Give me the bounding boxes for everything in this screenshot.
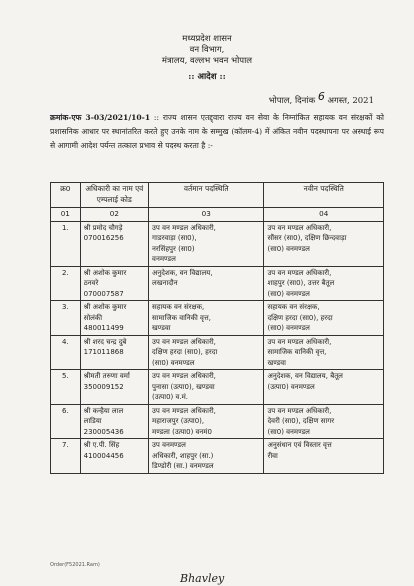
row-current-posting [149,370,264,405]
row-new-posting [264,370,384,405]
row-current-posting-line: वनमण्डल [152,255,176,263]
row-serial: 7. [51,439,81,474]
row-new-posting-line: (उत्पा0) वनमण्डल [267,382,315,391]
header-order-title: :: आदेश :: [188,72,226,82]
row-officer-line: 230005436 [83,427,124,436]
col-number: 02 [80,208,148,222]
row-new-posting-line: सामाजिक वानिकी वृत्त, [267,348,327,356]
row-new-posting-line: रीवा [267,451,278,460]
row-current-posting-line: (सा0) वनमण्डल [152,358,195,367]
dateline [268,90,374,106]
header-state: मध्यप्रदेश शासन [182,34,232,44]
row-new-posting [264,439,384,474]
signature: Bhavley [180,572,225,585]
table-row [51,439,384,474]
transfer-table [50,182,384,474]
row-officer-line: 480011499 [83,324,124,332]
row-current-posting [149,221,264,266]
row-officer-line: श्रीमती तरुणा वर्मा [83,372,130,380]
row-officer [80,335,148,370]
row-officer-line: श्री ए.पी. सिंह [83,441,120,449]
footer-file-code: Order(F52021.Ram) [50,562,100,568]
row-current-posting-line: अधिकारी, शाहपुर (सा.) [152,451,214,460]
row-officer-line: 350009152 [83,382,124,391]
table-header-row [51,183,384,208]
row-officer-line: 410004456 [83,451,124,460]
row-officer-line: 070007587 [83,289,124,298]
row-serial: 4. [51,335,81,370]
header-department: वन विभाग, [189,45,225,55]
col-number: 04 [264,208,384,222]
row-current-posting-line: उप वन मण्डल अधिकारी, [152,337,216,346]
row-current-posting-line: उप वन मण्डल अधिकारी, [152,406,216,415]
row-new-posting-line: खण्डवा [267,358,286,367]
row-current-posting-line: उप वन मण्डल अधिकारी, [152,372,216,380]
row-officer-line: श्री प्रमोद चौगड़े [83,223,123,232]
row-current-posting-line: अनुदेशक, वन विद्यालय, [152,268,213,277]
row-current-posting [149,266,264,301]
row-new-posting-line: उप वन मण्डल अधिकारी, [267,406,332,415]
row-serial: 2. [51,266,81,301]
row-new-posting-line: दक्षिण हरदा (सा0), हरदा [267,313,333,322]
table-row [51,266,384,301]
table-row [51,370,384,405]
header-name: अधिकारी का नाम एवं एम्पलाई कोड [80,183,148,208]
row-new-posting [264,221,384,266]
row-officer [80,301,148,336]
dateline-prefix: भोपाल, दिनांक [268,96,316,106]
row-new-posting-line: उप वन मण्डल अधिकारी, [267,223,332,232]
row-new-posting-line: अनुसंधान एवं विस्तार वृत्त [267,441,332,449]
row-new-posting-line: शाहपुर (सा0), उत्तर बैतूल [267,279,335,287]
row-new-posting-line: उप वन मण्डल अधिकारी, [267,268,332,277]
row-new-posting-line: देवरी (सा0), दक्षिण सागर [267,417,335,425]
row-new-posting [264,335,384,370]
row-current-posting-line: गाडरवाड़ा (सा0), [152,234,197,242]
row-officer-line: श्री कन्हैया लाल [83,406,124,415]
row-officer-line: श्री अशोक कुमार [83,303,127,311]
row-current-posting-line: मण्डला (उत्पा0) वनमं0 [152,427,212,436]
row-new-posting-line: (सा0) वनमण्डल [267,324,310,332]
row-officer [80,266,148,301]
row-new-posting-line: उप वन मण्डल अधिकारी, [267,337,332,346]
dateline-day: 6 [317,90,325,103]
row-new-posting [264,404,384,439]
header-sn: क्र0 [51,183,81,208]
row-new-posting-line: (सा0) वनमण्डल [267,427,310,436]
table-row [51,221,384,266]
row-current-posting-line: सहायक वन संरक्षक, [152,303,205,311]
row-current-posting [149,439,264,474]
row-new-posting [264,266,384,301]
row-new-posting-line: (सा0) वनमण्डल [267,289,310,298]
row-serial: 6. [51,404,81,439]
row-officer-line: ठनवरे [83,279,99,287]
row-new-posting [264,301,384,336]
row-officer [80,404,148,439]
row-current-posting-line: सामाजिक वानिकी वृत्त, [152,313,211,322]
row-current-posting [149,301,264,336]
row-officer [80,221,148,266]
row-current-posting [149,335,264,370]
row-officer-line: 070016256 [83,234,124,242]
row-new-posting-line: अनुदेशक, वन विद्यालय, बैतूल [267,372,343,380]
row-new-posting-line: सौंसर (सा0), दक्षिण छिन्दवाड़ा [267,234,347,242]
row-current-posting-line: (उत्पा0) व.मं. [152,393,189,401]
row-current-posting-line: पुनासा (उत्पा0), खण्डवा [152,382,215,391]
column-number-row [51,208,384,222]
row-current-posting-line: नरसिंहपुर (सा0) [152,244,195,253]
row-officer [80,439,148,474]
row-current-posting [149,404,264,439]
header-new: नवीन पदस्थिति [264,183,384,208]
row-new-posting-line: (सा0) वनमण्डल [267,244,310,253]
col-number: 01 [51,208,81,222]
header-ministry: मंत्रालय, वल्लभ भवन भोपाल [161,56,253,66]
order-number: क्रमांक-एफ 3-03/2021/10-1 [50,113,151,122]
col-number: 03 [149,208,264,222]
dateline-suffix: अगस्त, 2021 [327,96,374,106]
row-serial: 1. [51,221,81,266]
row-new-posting-line: सहायक वन संरक्षक, [267,303,320,311]
row-officer-line: श्री अशोक कुमार [83,268,127,277]
order-paragraph [50,111,384,153]
row-officer-line: 171011868 [83,348,124,356]
row-serial: 3. [51,301,81,336]
table-row [51,404,384,439]
table-row [51,335,384,370]
row-officer [80,370,148,405]
row-officer-line: सोलंकी [83,313,103,322]
row-current-posting-line: महाराजपुर (उत्पा0), [152,417,205,425]
row-current-posting-line: उप वन मण्डल अधिकारी, [152,223,216,232]
row-officer-line: लाडिया [83,417,102,425]
row-current-posting-line: लखनादौन [152,279,178,287]
row-serial: 5. [51,370,81,405]
row-current-posting-line: उप वनमण्डल [152,441,186,449]
row-current-posting-line: दक्षिण हरदा (सा0), हरदा [152,348,218,356]
row-current-posting-line: डिण्डोरी (सा.) वनमण्डल [152,462,214,470]
table-row [51,301,384,336]
order-body: :: राज्य शासन एतद्द्वारा राज्य वन सेवा के निम्नांकित सहायक वन संरक्षकों को प्रशासनिक आधार पर स्थानांतरित करते हुए उनके नाम के सम्मुख (कॉलम-4) में अंकित नवीन पदस्थापना पर अस्थाई रूप से आगामी आदेश पर्यन्त तत्काल प्रभाव से पदस्थ करता है :- [50,113,384,150]
row-officer-line: श्री शरद चन्द्र दुबे [83,337,127,346]
header-current: वर्तमान पदस्थिति [149,183,264,208]
row-current-posting-line: खण्डवा [152,324,171,332]
